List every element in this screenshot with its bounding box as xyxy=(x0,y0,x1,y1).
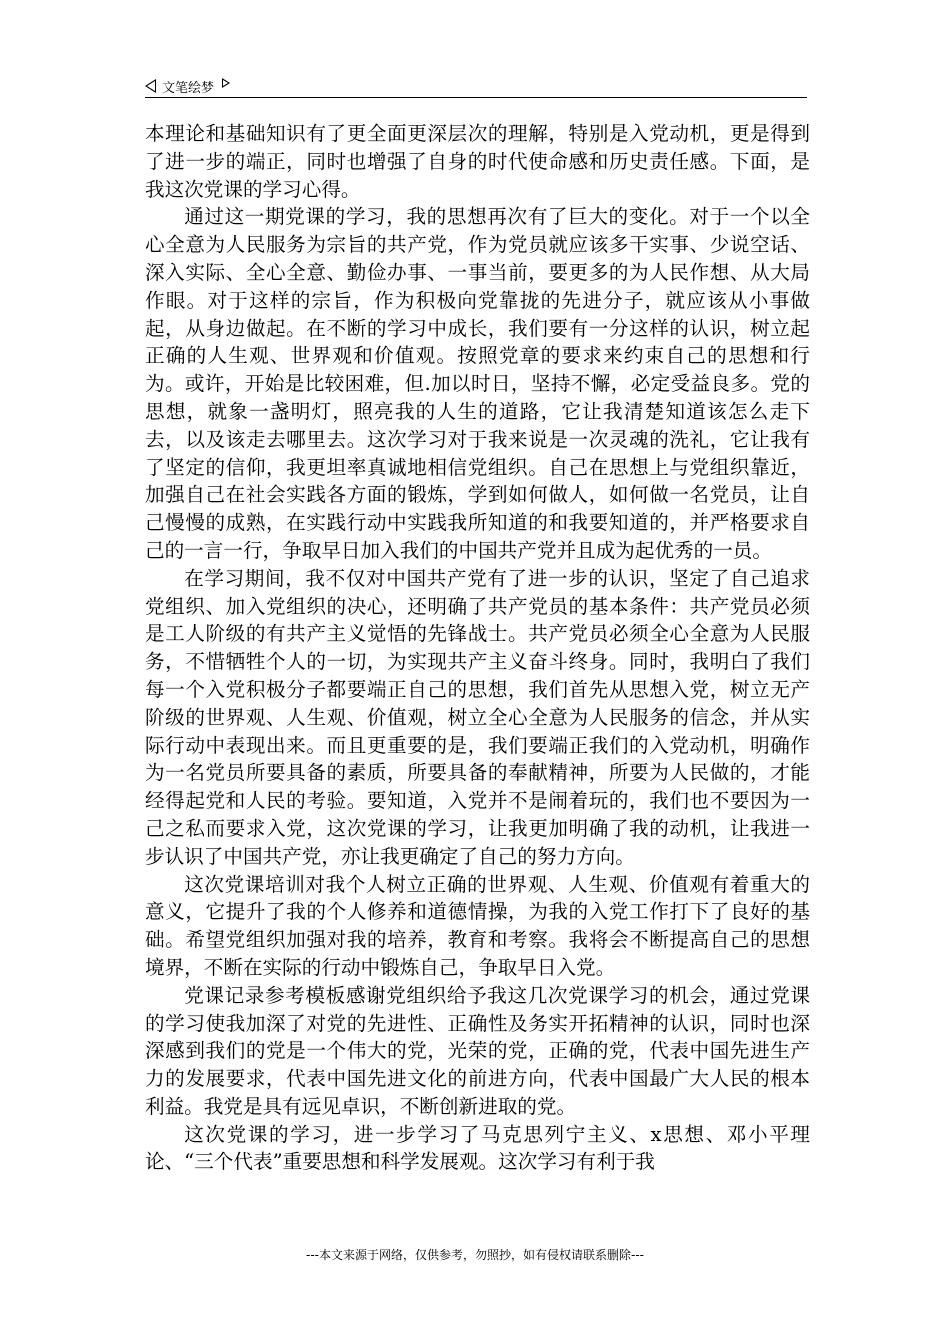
paragraph: 这次党课的学习，进一步学习了马克思列宁主义、x思想、邓小平理论、“三个代表”重要思想和科学发展观。这次学习有利于我 xyxy=(145,1122,810,1174)
paragraph: 通过这一期党课的学习，我的思想再次有了巨大的变化。对于一个以全心全意为人民服务为宗旨的共产党，作为党员就应该多干实事、少说空话、深入实际、全心全意、勤俭办事、一事当前，要更多的为人民作想、从大局作眼。对于这样的宗旨，作为积极向党靠拢的先进分子，就应该从小事做起，从身边做起。在不断的学习中成长，我们要有一分这样的认识，树立起正确的人生观、世界观和价值观。按照党章的要求来约束自己的思想和行为。或许，开始是比较困难，但.加以时日，坚持不懈，必定受益良多。党的思想，就象一盏明灯，照亮我的人生的道路，它让我清楚知道该怎么走下去，以及该走去哪里去。这次学习对于我来说是一次灵魂的洗礼，它让我有了坚定的信仰，我更坦率真诚地相信党组织。自己在思想上与党组织靠近，加强自己在社会实践各方面的锻炼，学到如何做人，如何做一名党员，让自己慢慢的成熟，在实践行动中实践我所知道的和我要知道的，并严格要求自己的一言一行，争取早日加入我们的中国共产党并且成为起优秀的一员。 xyxy=(145,205,810,562)
left-triangle-icon xyxy=(145,79,156,93)
paragraph: 党课记录参考模板感谢党组织给予我这几次党课学习的机会，通过党课的学习使我加深了对党的先进性、正确性及务实开拓精神的认识，同时也深深感到我们的党是一个伟大的党，光荣的党，正确的党，代表中国先进生产力的发展要求，代表中国先进文化的前进方向，代表中国最广大人民的根本利益。我党是具有远见卓识，不断创新进取的党。 xyxy=(145,983,810,1118)
right-triangle-icon xyxy=(222,78,230,88)
document-header xyxy=(145,74,807,98)
paragraph: 在学习期间，我不仅对中国共产党有了进一步的认识，坚定了自己追求党组织、加入党组织的决心，还明确了共产党员的基本条件：共产党员必须是工人阶级的有共产主义觉悟的先锋战士。共产党员必须全心全意为人民服务，不惜牺牲个人的一切，为实现共产主义奋斗终身。同时，我明白了我们每一个入党积极分子都要端正自己的思想，我们首先从思想入党，树立无产阶级的世界观、人生观、价值观，树立全心全意为人民服务的信念，并从实际行动中表现出来。而且更重要的是，我们要端正我们的入党动机，明确作为一名党员所要具备的素质，所要具备的奉献精神，所要为人民做的，才能经得起党和人民的考验。要知道，入党并不是闹着玩的，我们也不要因为一己之私而要求入党，这次党课的学习，让我更加明确了我的动机，让我进一步认识了中国共产党，亦让我更确定了自己的努力方向。 xyxy=(145,566,810,868)
document-body xyxy=(145,120,810,1176)
footer-notice: ---本文来源于网络，仅供参考，勿照抄，如有侵权请联系删除--- xyxy=(306,1248,644,1262)
paragraph: 这次党课培训对我个人树立正确的世界观、人生观、价值观有着重大的意义，它提升了我的个人修养和道德情操，为我的入党工作打下了良好的基础。希望党组织加强对我的培养，教育和考察。我将会不断提高自己的思想境界，不断在实际的行动中锻炼自己，争取早日入党。 xyxy=(145,872,810,979)
paragraph: 本理论和基础知识有了更全面更深层次的理解，特别是入党动机，更是得到了进一步的端正，同时也增强了自身的时代使命感和历史责任感。下面，是我这次党课的学习心得。 xyxy=(145,122,810,201)
header-title: 文笔绘梦 xyxy=(162,80,215,96)
header-divider xyxy=(145,97,807,98)
